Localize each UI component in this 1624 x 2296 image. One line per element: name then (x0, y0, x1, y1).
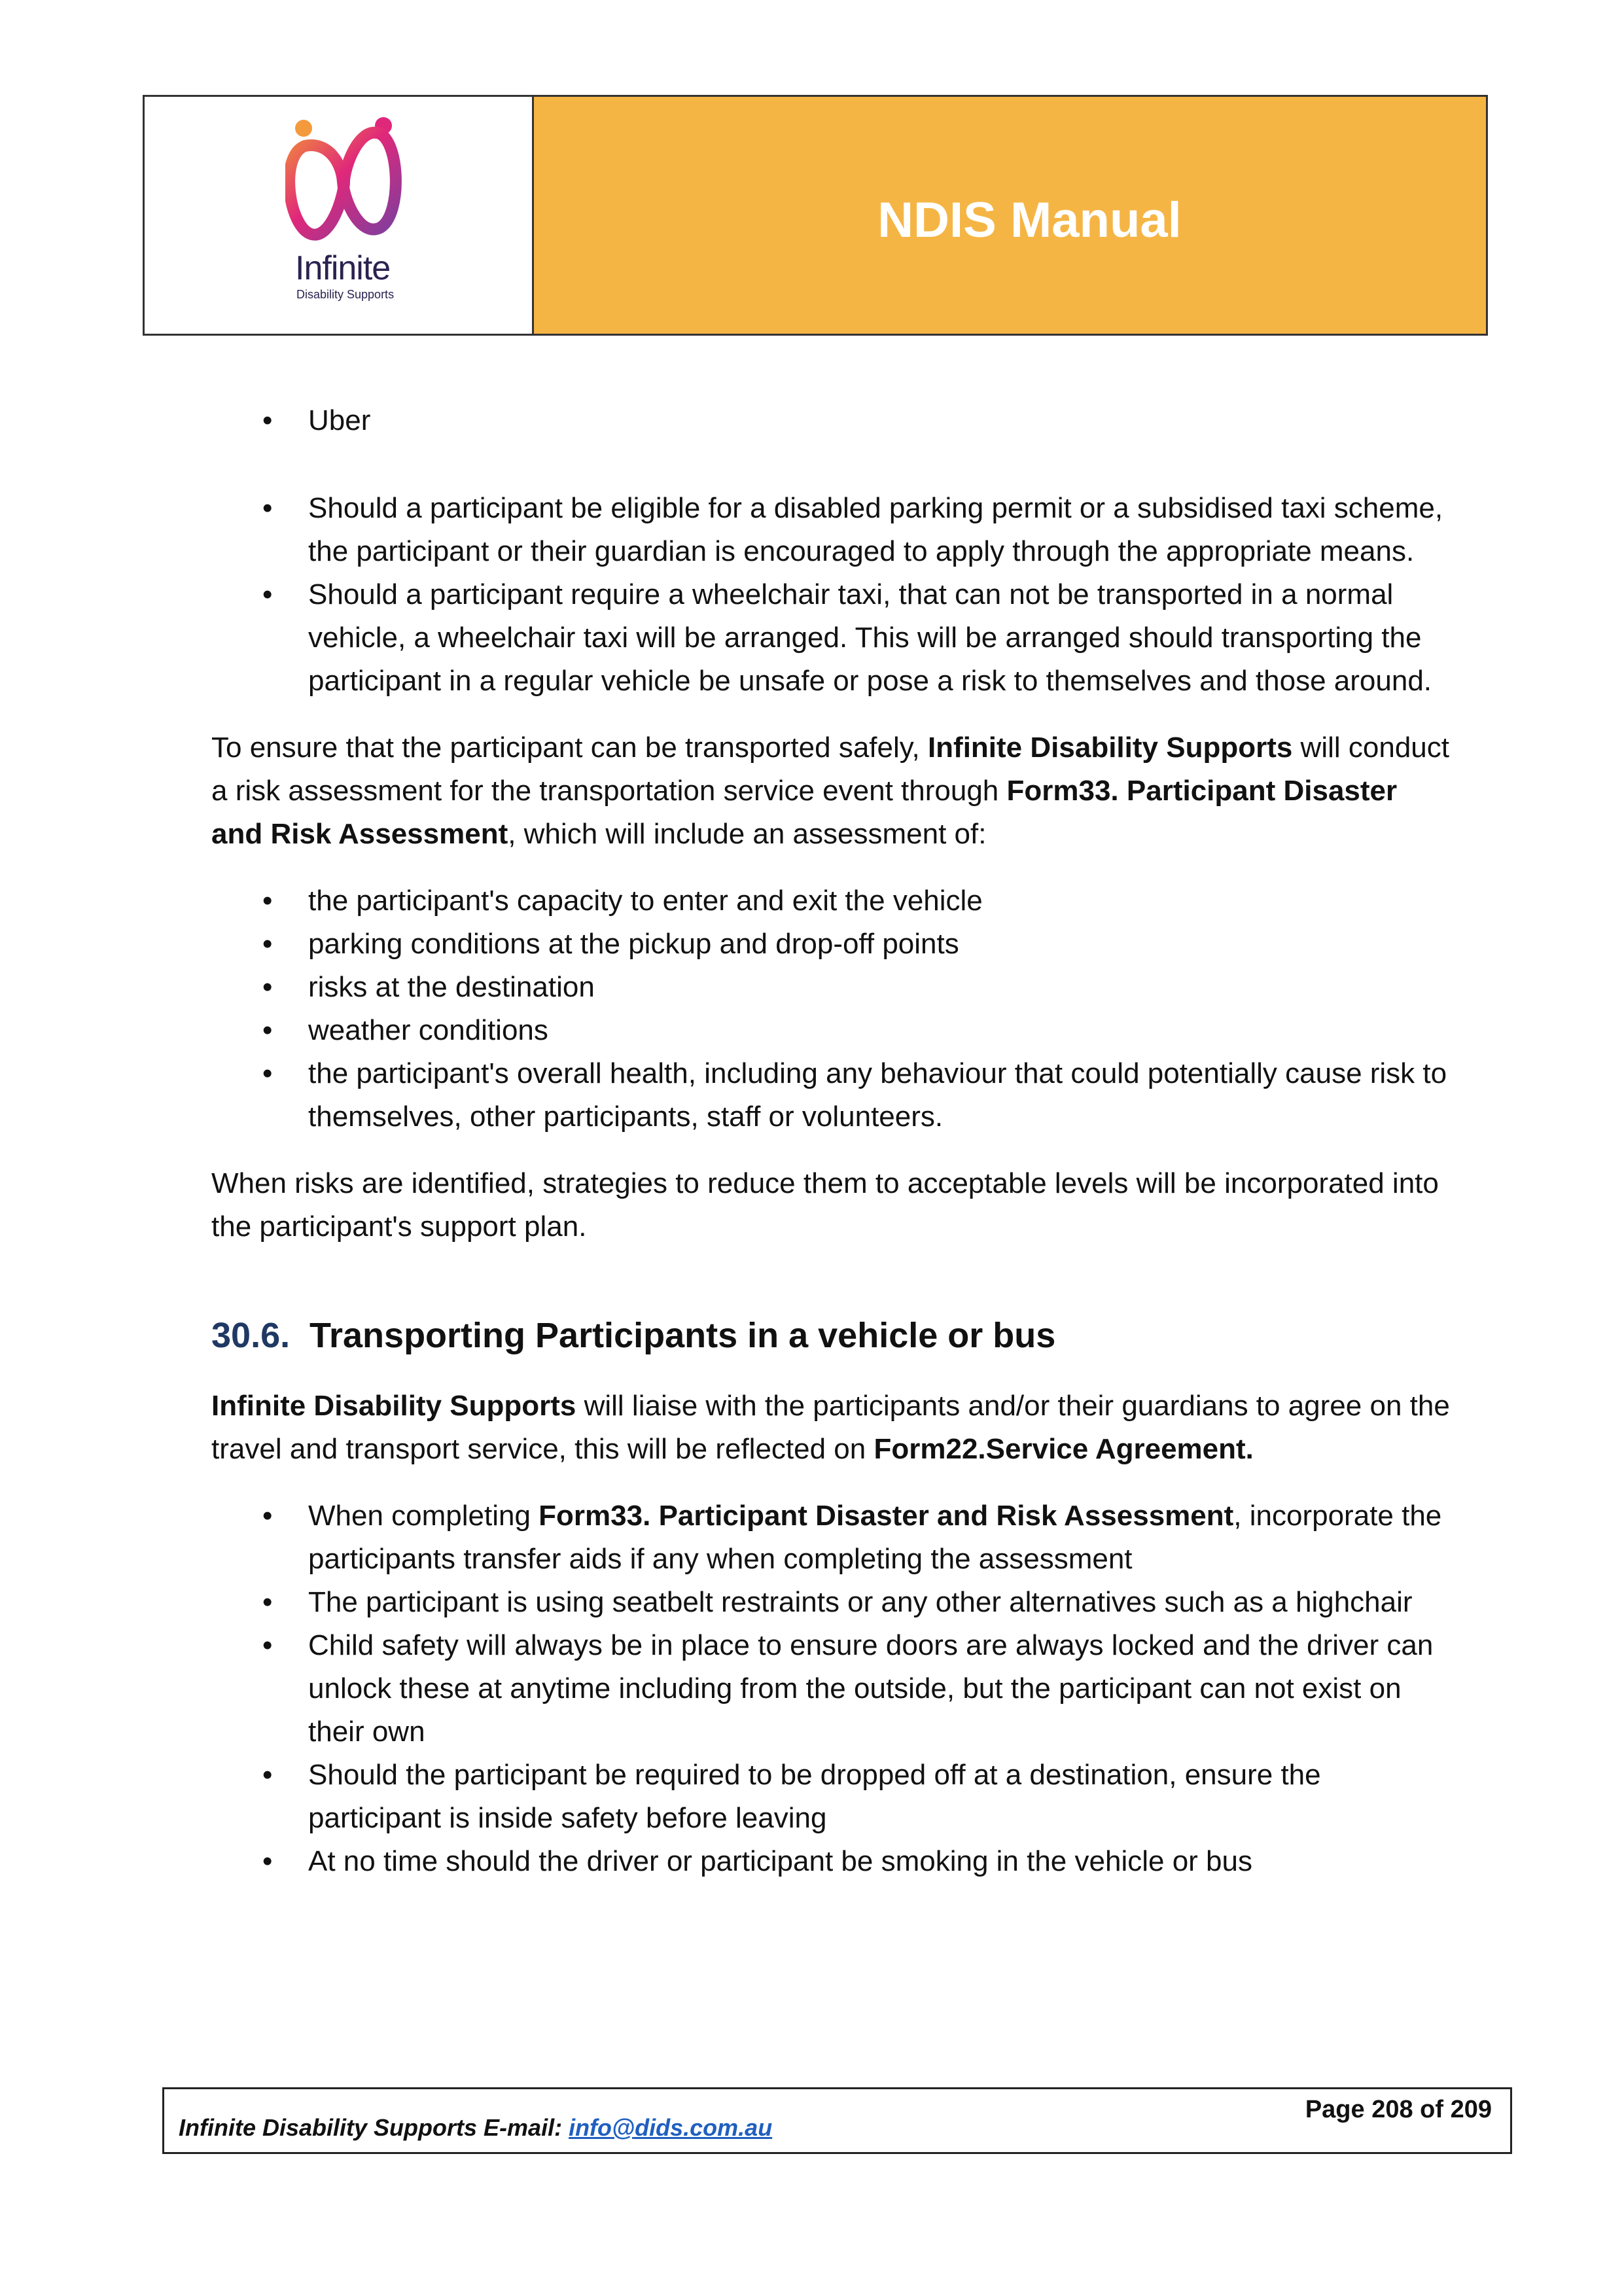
eligibility-bullet-list (211, 487, 1455, 703)
risk-assessment-paragraph: To ensure that the participant can be transported safely, Infinite Disability Supports will conduct a risk assessment for the transportation service event through Form33. Participant Disaster and Risk Assessment, which will include an assessment of: (211, 732, 1449, 850)
bullet-icon: • (262, 578, 273, 610)
form-reference: Form33. Participant Disaster and Risk Assessment (538, 1500, 1234, 1532)
org-name: Infinite Disability Supports (927, 732, 1293, 764)
page-title: NDIS Manual (877, 192, 1182, 248)
list-item: • the participant's overall health, including any behaviour that could potentially cause risk to themselves, other participants, staff or volunteers. (211, 1052, 1455, 1139)
section-heading (211, 1313, 1455, 1358)
bullet-icon: • (262, 971, 273, 1003)
footer-contact: Infinite Disability Supports E-mail: info@dids.com.au (179, 2114, 773, 2141)
bullet-icon: • (262, 885, 273, 917)
list-item: • Child safety will always be in place to ensure doors are always locked and the driver can unlock these at anytime including from the outside, but the participant can not exist on their own (211, 1624, 1455, 1754)
bullet-icon: • (262, 492, 273, 524)
bullet-icon: • (262, 1759, 273, 1791)
list-item: • At no time should the driver or participant be smoking in the vehicle or bus (211, 1840, 1455, 1883)
bullet-icon: • (262, 1057, 273, 1089)
risks-identified-paragraph: When risks are identified, strategies to reduce them to acceptable levels will be incorporated into the participant's support plan. (211, 1167, 1439, 1243)
list-item: • When completing Form33. Participant Disaster and Risk Assessment, incorporate the participants transfer aids if any when completing the assessment (211, 1494, 1455, 1581)
intro-bullet-list (211, 399, 1455, 442)
assessment-bullet-list (211, 879, 1455, 1139)
list-item: • Should a participant require a wheelchair taxi, that can not be transported in a normal vehicle, a wheelchair taxi will be arranged. This will be arranged should transporting the participant in a regular vehicle be unsafe or pose a risk to themselves and those around. (211, 573, 1455, 703)
list-item: • weather conditions (211, 1009, 1455, 1052)
page-header (143, 95, 1488, 336)
section-title: Transporting Participants in a vehicle or bus (309, 1316, 1056, 1355)
list-item: • Uber (211, 399, 1455, 442)
bullet-icon: • (262, 1845, 273, 1877)
list-item: • risks at the destination (211, 966, 1455, 1009)
document-body (211, 399, 1455, 1883)
page-number: Page 208 of 209 (1305, 2096, 1492, 2123)
logo-subtitle: Disability Supports (296, 288, 395, 301)
list-item: • The participant is using seatbelt restraints or any other alternatives such as a highchair (211, 1581, 1455, 1624)
bullet-icon: • (262, 1014, 273, 1046)
org-name: Infinite Disability Supports (211, 1390, 576, 1422)
infinity-logo-icon (285, 116, 403, 254)
page-footer (162, 2087, 1512, 2154)
section-number: 30.6. (211, 1316, 291, 1355)
email-link[interactable]: info@dids.com.au (569, 2114, 773, 2141)
logo-cell (145, 97, 534, 334)
bullet-icon: • (262, 1500, 273, 1532)
title-cell (534, 97, 1486, 334)
bullet-icon: • (262, 1629, 273, 1661)
bullet-icon: • (262, 928, 273, 960)
list-item: • parking conditions at the pickup and drop-off points (211, 923, 1455, 966)
liaise-paragraph: Infinite Disability Supports will liaise with the participants and/or their guardians to agree on the travel and transport service, this will be reflected on Form22.Service Agreement. (211, 1390, 1450, 1465)
bullet-icon: • (262, 1586, 273, 1618)
logo-name: Infinite (295, 249, 391, 287)
form-reference: Form33. Participant Disaster and Risk Assessment (211, 775, 1398, 850)
bullet-icon: • (262, 404, 273, 436)
vehicle-bullet-list (211, 1494, 1455, 1883)
list-item: • Should the participant be required to be dropped off at a destination, ensure the participant is inside safety before leaving (211, 1754, 1455, 1840)
form-reference: Form22.Service Agreement. (874, 1433, 1254, 1465)
list-item: • Should a participant be eligible for a disabled parking permit or a subsidised taxi scheme, the participant or their guardian is encouraged to apply through the appropriate means. (211, 487, 1455, 573)
list-item: • the participant's capacity to enter and exit the vehicle (211, 879, 1455, 923)
